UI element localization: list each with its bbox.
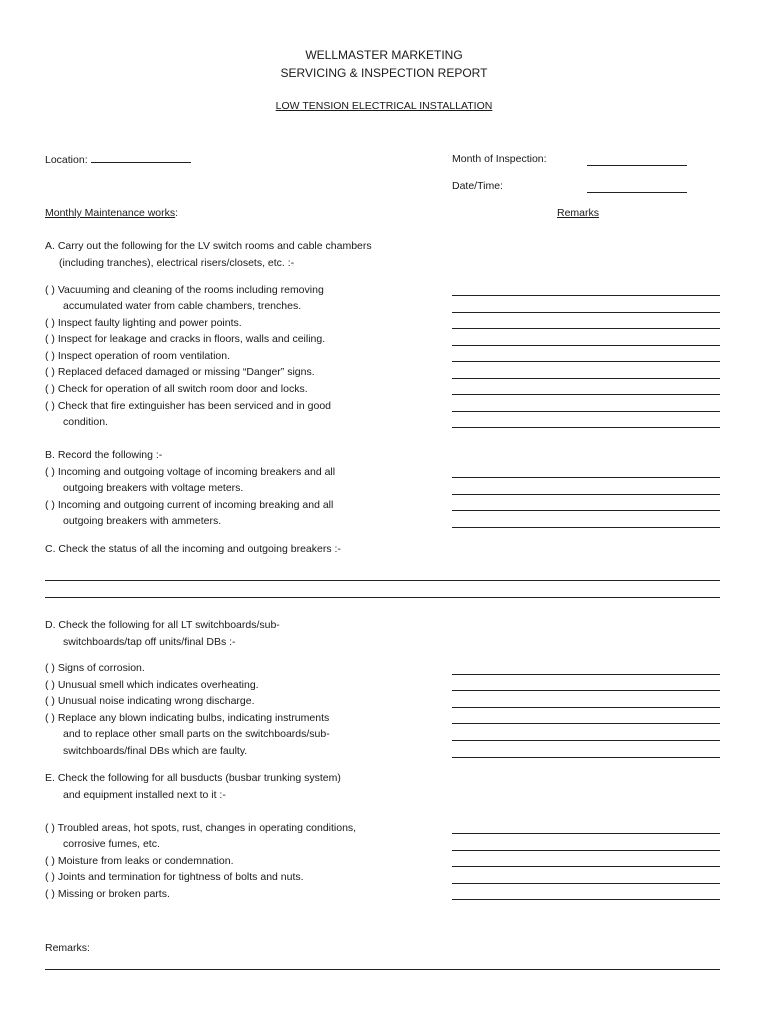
remark-line[interactable] [452,477,720,478]
remark-line[interactable] [452,674,720,675]
company-name: WELLMASTER MARKETING [305,48,463,62]
checklist-item: ( ) Unusual smell which indicates overheating. [45,679,259,691]
remark-line[interactable] [452,510,720,511]
footer-remarks-label: Remarks: [45,942,90,954]
location-label: Location: [45,154,88,166]
remark-line[interactable] [452,295,720,296]
works-heading-text: Monthly Maintenance works [45,207,176,219]
checklist-item: ( ) Replaced defaced damaged or missing “Danger” signs. [45,366,315,378]
remark-line[interactable] [452,899,720,900]
remark-line[interactable] [452,411,720,412]
works-heading-colon: : [175,207,179,219]
remark-line[interactable] [452,378,720,379]
report-title: SERVICING & INSPECTION REPORT [280,66,488,80]
remark-line[interactable] [452,740,720,741]
checklist-item: corrosive fumes, etc. [63,838,160,850]
remark-line[interactable] [452,494,720,495]
report-subtitle: LOW TENSION ELECTRICAL INSTALLATION [275,100,493,112]
remark-line[interactable] [452,690,720,691]
remark-line[interactable] [452,866,720,867]
location-field [45,153,191,166]
remark-line[interactable] [452,883,720,884]
datetime-label: Date/Time: [452,180,503,192]
section-c-line[interactable] [45,580,720,581]
remark-line[interactable] [452,527,720,528]
remark-line[interactable] [452,361,720,362]
location-blank[interactable] [91,153,191,163]
section-d-heading: switchboards/tap off units/final DBs :- [63,636,236,648]
month-blank[interactable] [587,165,687,166]
remark-line[interactable] [452,328,720,329]
remarks-heading: Remarks [557,207,600,219]
section-c-heading: C. Check the status of all the incoming and outgoing breakers :- [45,543,341,555]
checklist-item: and to replace other small parts on the switchboards/sub- [63,728,330,740]
section-e-heading: and equipment installed next to it :- [63,789,226,801]
remark-line[interactable] [452,850,720,851]
checklist-item: ( ) Vacuuming and cleaning of the rooms including removing [45,284,324,296]
section-a-heading: (including tranches), electrical risers/closets, etc. :- [59,257,295,269]
works-heading [45,207,178,219]
checklist-item: outgoing breakers with voltage meters. [63,482,244,494]
remark-line[interactable] [452,707,720,708]
remark-line[interactable] [452,394,720,395]
remark-line[interactable] [452,757,720,758]
remark-line[interactable] [452,427,720,428]
footer-remarks-line[interactable] [45,969,720,970]
remark-line[interactable] [452,723,720,724]
section-d-heading: D. Check the following for all LT switchboards/sub- [45,619,280,631]
checklist-item: ( ) Unusual noise indicating wrong discharge. [45,695,255,707]
remark-line[interactable] [452,833,720,834]
section-e-heading: E. Check the following for all busducts (busbar trunking system) [45,772,341,784]
checklist-item: switchboards/final DBs which are faulty. [63,745,248,757]
checklist-item: ( ) Missing or broken parts. [45,888,170,900]
remark-line[interactable] [452,312,720,313]
checklist-item: ( ) Troubled areas, hot spots, rust, changes in operating conditions, [45,822,357,834]
section-b-heading: B. Record the following :- [45,449,163,461]
checklist-item: ( ) Joints and termination for tightness of bolts and nuts. [45,871,304,883]
section-a-heading: A. Carry out the following for the LV switch rooms and cable chambers [45,240,372,252]
checklist-item: ( ) Inspect operation of room ventilation. [45,350,231,362]
checklist-item: ( ) Moisture from leaks or condemnation. [45,855,234,867]
checklist-item: ( ) Inspect for leakage and cracks in floors, walls and ceiling. [45,333,326,345]
remark-line[interactable] [452,345,720,346]
checklist-item: ( ) Signs of corrosion. [45,662,145,674]
checklist-item: ( ) Replace any blown indicating bulbs, indicating instruments [45,712,330,724]
month-label: Month of Inspection: [452,153,547,165]
checklist-item: ( ) Check for operation of all switch room door and locks. [45,383,308,395]
checklist-item: outgoing breakers with ammeters. [63,515,222,527]
checklist-item: condition. [63,416,108,428]
checklist-item: ( ) Incoming and outgoing voltage of incoming breakers and all [45,466,336,478]
datetime-blank[interactable] [587,192,687,193]
section-c-line[interactable] [45,597,720,598]
checklist-item: ( ) Inspect faulty lighting and power points. [45,317,242,329]
checklist-item: ( ) Check that fire extinguisher has been serviced and in good [45,400,331,412]
checklist-item: ( ) Incoming and outgoing current of incoming breaking and all [45,499,334,511]
checklist-item: accumulated water from cable chambers, trenches. [63,300,302,312]
